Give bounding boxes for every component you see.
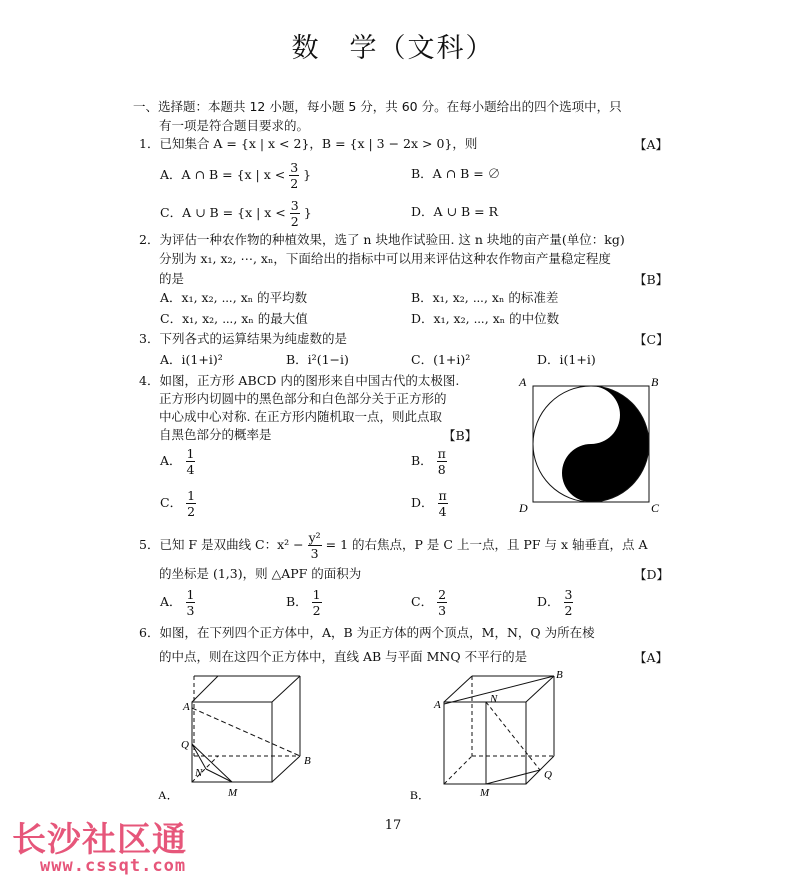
q1-c-close: }	[303, 205, 312, 220]
q1-option-d: D．A ∪ B = R	[411, 204, 498, 219]
q2-option-b: B．x₁, x₂, ⋯, xₙ 的标准差	[411, 290, 559, 305]
q4-b-denominator: 8	[437, 462, 446, 477]
q1-a-fraction	[289, 160, 299, 191]
q3-answer: 【C】	[634, 332, 669, 347]
q1-c-numerator: 3	[290, 198, 299, 213]
label-m: M	[480, 787, 490, 799]
cube-a-edge	[272, 676, 300, 702]
q4-line3: 中心成中心对称. 在正方形内随机取一点，则此点取	[159, 409, 442, 424]
label-q: Q	[544, 769, 552, 781]
q5-stem-numerator: y²	[308, 530, 321, 545]
q5-answer: 【D】	[634, 567, 670, 582]
q4-b-fraction	[437, 446, 447, 477]
vertex-label-b: B	[651, 375, 659, 389]
q1-option-a	[160, 160, 311, 191]
q5-d-numerator: 3	[564, 587, 573, 602]
q1-a-numerator: 3	[290, 160, 299, 175]
white-dot	[585, 409, 597, 421]
q1-a-text: A．A ∩ B = {x | x <	[160, 167, 286, 182]
taiji-black-part	[562, 386, 649, 502]
q5-b-denominator: 2	[312, 603, 321, 618]
watermark-url: www.cssqt.com	[40, 856, 187, 876]
q5-a-denominator: 3	[186, 603, 195, 618]
page-number: 17	[384, 818, 402, 833]
q5-option-d	[537, 587, 573, 618]
q2-line2: 分别为 x₁, x₂, ⋯, xₙ，下面给出的指标中可以用来评估这种农作物亩产量稳定程度	[159, 251, 611, 266]
q1-option-c	[160, 198, 312, 229]
q1-c-denominator: 2	[290, 214, 299, 229]
q3-option-a: A．i(1+i)²	[160, 352, 223, 367]
q6-line2: 的中点，则在这四个正方体中，直线 AB 与平面 MNQ 不平行的是	[159, 649, 528, 664]
q4-b-label: B．	[411, 453, 433, 468]
q1-answer: 【A】	[634, 137, 669, 152]
q5-stem-end: = 1 的右焦点，P 是 C 上一点，且 PF 与 x 轴垂直，点 A	[325, 537, 648, 552]
cube-b-hidden-edge	[444, 756, 472, 784]
q4-answer: 【B】	[443, 428, 478, 443]
label-n: N	[490, 693, 498, 705]
q4-line1: 4．如图，正方形 ABCD 内的图形来自中国古代的太极图.	[139, 373, 460, 388]
q4-c-numerator: 1	[187, 488, 196, 503]
line-ab	[192, 708, 300, 756]
q4-option-a	[160, 446, 195, 477]
label-n: N	[195, 767, 203, 779]
q4-a-denominator: 4	[186, 462, 195, 477]
q5-line2: 的坐标是 (1,3)，则 △APF 的面积为	[159, 566, 362, 581]
q4-option-c	[160, 488, 196, 519]
label-a: A	[434, 699, 441, 711]
label-m: M	[228, 787, 238, 799]
q5-d-fraction	[564, 587, 574, 618]
vertex-label-a: A	[519, 375, 527, 389]
page-title: 数 学（文科）	[291, 33, 495, 64]
q4-d-fraction	[438, 488, 448, 519]
q5-stem-fraction	[308, 530, 322, 561]
q5-stem-start: 5．已知 F 是双曲线 C：x² −	[139, 537, 304, 552]
label-b: B	[304, 755, 311, 767]
q4-line2: 正方形内切圆中的黑色部分和白色部分关于正方形的	[159, 391, 447, 406]
q4-a-numerator: 1	[186, 446, 195, 461]
black-dot	[585, 467, 597, 479]
q4-d-label: D．	[411, 495, 434, 510]
q5-a-numerator: 1	[186, 587, 195, 602]
line-mq	[486, 770, 540, 784]
q5-c-label: C．	[411, 594, 434, 609]
q5-c-numerator: 2	[438, 587, 447, 602]
q5-d-denominator: 2	[564, 603, 573, 618]
section-heading-line2: 有一项是符合题目要求的。	[159, 118, 310, 133]
q2-line3: 的是	[159, 271, 185, 286]
q4-c-fraction	[186, 488, 196, 519]
q5-stem	[139, 530, 647, 561]
q4-d-numerator: π	[438, 488, 447, 503]
q6-answer: 【A】	[634, 650, 669, 665]
cube-figure-b	[404, 668, 579, 803]
q3-option-d: D．i(1+i)	[537, 352, 596, 367]
label-b: B	[556, 669, 563, 681]
q1-option-b: B．A ∩ B = ∅	[411, 166, 501, 181]
q5-a-label: A．	[160, 594, 182, 609]
q5-option-c	[411, 587, 447, 618]
q3-option-b: B．i²(1−i)	[286, 352, 349, 367]
q6-line1: 6．如图，在下列四个正方体中，A，B 为正方体的两个顶点，M，N，Q 为所在棱	[139, 625, 595, 640]
q3-stem: 3．下列各式的运算结果为纯虚数的是	[139, 331, 347, 346]
q2-line1: 2．为评估一种农作物的种植效果，选了 n 块地作试验田. 这 n 块地的亩产量(单位：kg)	[139, 232, 625, 247]
q4-b-numerator: π	[437, 446, 446, 461]
q5-b-label: B．	[286, 594, 308, 609]
vertex-label-d: D	[519, 501, 528, 515]
taiji-figure	[515, 372, 665, 516]
q5-b-numerator: 1	[312, 587, 321, 602]
q4-c-denominator: 2	[187, 504, 196, 519]
q2-answer: 【B】	[634, 272, 669, 287]
figure-a-label: A．	[158, 788, 179, 802]
section-heading-line1: 一、选择题：本题共 12 小题，每小题 5 分，共 60 分。在每小题给出的四个选项中，只	[133, 99, 622, 114]
watermark-logo: 长沙社区通	[12, 820, 187, 860]
q2-option-c: C．x₁, x₂, ⋯, xₙ 的最大值	[160, 311, 308, 326]
label-a: A	[183, 701, 190, 713]
q4-d-denominator: 4	[438, 504, 447, 519]
label-q: Q	[181, 739, 189, 751]
q1-a-denominator: 2	[290, 176, 299, 191]
q5-a-fraction	[186, 587, 196, 618]
q5-option-b	[286, 587, 322, 618]
q4-a-fraction	[186, 446, 196, 477]
q5-option-a	[160, 587, 195, 618]
q5-c-denominator: 3	[438, 603, 447, 618]
q1-stem: 1．已知集合 A = {x | x < 2}，B = {x | 3 − 2x > 0}，则	[139, 136, 478, 151]
q4-c-label: C．	[160, 495, 183, 510]
line-ab	[444, 676, 554, 704]
q4-option-b	[411, 446, 447, 477]
q5-stem-denominator: 3	[310, 546, 319, 561]
q1-c-text: C．A ∪ B = {x | x <	[160, 205, 286, 220]
q1-a-close: }	[303, 167, 312, 182]
q5-d-label: D．	[537, 594, 560, 609]
figure-b-label: B．	[410, 788, 431, 802]
cube-a-edge	[192, 676, 218, 702]
q2-option-a: A．x₁, x₂, ⋯, xₙ 的平均数	[160, 290, 308, 305]
q4-a-label: A．	[160, 453, 182, 468]
q4-option-d	[411, 488, 448, 519]
q3-option-c: C．(1+i)²	[411, 352, 471, 367]
cube-figure-a	[150, 668, 325, 803]
q1-c-fraction	[290, 198, 300, 229]
line-nq	[486, 702, 540, 770]
vertex-label-c: C	[651, 501, 660, 515]
q5-c-fraction	[437, 587, 447, 618]
cube-a-edge	[272, 756, 300, 782]
q5-b-fraction	[312, 587, 322, 618]
line-nm	[206, 769, 232, 782]
q4-line4: 自黑色部分的概率是	[159, 427, 272, 442]
q2-option-d: D．x₁, x₂, ⋯, xₙ 的中位数	[411, 311, 560, 326]
